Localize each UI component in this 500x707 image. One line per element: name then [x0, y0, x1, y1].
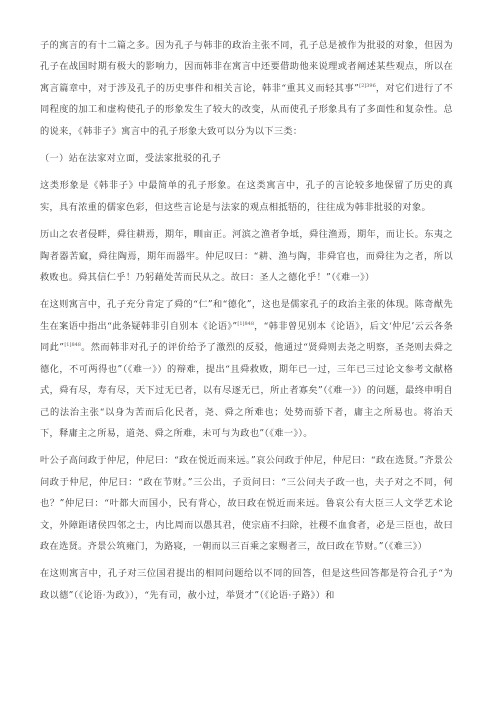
citation-superscript: [1]848 [64, 342, 81, 349]
paragraph-text: ，对它们进行了不同程度的加工和虚构使孔子的形象发生了较大的改变，从而使孔子形象具有了多面性和复杂性。总的说来，《韩非子》寓言中的孔子形象大致可以分为以下三类： [40, 82, 453, 137]
body-paragraph [40, 35, 453, 142]
citation-superscript: [1]848 [237, 320, 255, 327]
paragraph-text: （一）站在法家对立面，受法家批驳的孔子 [40, 153, 222, 165]
paragraph-text: 在这则寓言中，孔子对三位国君提出的相同问题给以不同的回答，但是这些回答都是符合孔子“为政以德”（《论语·为政》），“先有司，赦小过，举贤才”（《论语·子路》）和 [40, 568, 453, 601]
body-paragraph [40, 450, 453, 557]
paragraph-text: 子的寓言的有十二篇之多。因为孔子与韩非的政治主张不同，孔子总是被作为批驳的对象，但因为孔子在战国时期有极大的影响力，因而韩非在寓言中还要借助他来说理或者阐述某些观点，所以在寓言篇章中，对于涉及孔子的历史事件和相关言论，韩非“重其义而轻其事” [40, 40, 453, 94]
body-paragraph [40, 224, 453, 288]
paragraph-text: 历山之农者侵畔，舜往耕焉，期年，甽亩正。河滨之渔者争坻，舜往渔焉，期年，而让长。东夷之陶者器苦窳，舜往陶焉，期年而器牢。仲尼叹曰：“耕、渔与陶，非舜官也，而舜往为之者，所以救败也。舜其信仁乎！乃躬藉处苦而民从之。故曰：圣人之德化乎！”（《难一》） [40, 229, 453, 284]
citation-superscript: [2]396 [359, 82, 376, 89]
paragraph-text: 这类形象是《韩非子》中最简单的孔子形象。在这类寓言中，孔子的言论较多地保留了历史的真实，具有浓重的儒家色彩，但这些言论是与法家的观点相抵牾的，往往成为韩非批驳的对象。 [40, 180, 453, 213]
paragraph-text: 叶公子高问政于仲尼，仲尼曰：“政在悦近而来远。”哀公问政于仲尼，仲尼曰：“政在选贤。”齐景公问政于仲尼，仲尼曰：“政在节财。”三公出，子贡问曰：“三公问夫子政一也，夫子对之不同，何也？”仲尼曰：“叶都大而国小，民有背心，故曰政在悦近而来远。鲁哀公有大臣三人文学艺术论文，外障距诸侯四邻之士，内比周而以愚其君，使宗庙不扫除，社稷不血食者，必是三臣也，故曰政在选贤。齐景公筑雍门，为路寝，一朝而以三百乘之家赐者三，故曰政在节财。”（《难三》） [40, 455, 453, 552]
body-paragraph [40, 563, 453, 606]
body-paragraph [40, 294, 453, 444]
section-heading [40, 148, 453, 169]
paragraph-text: 。然而韩非对孔子的评价给予了激烈的反驳，他通过“贤舜则去尧之明察，圣尧则去舜之德化，不可两得也”（《难一》）的辩难，提出“且舜救败，期年已一过，三年已三过论文参考文献格式，舜有尽，寿有尽，天下过无已者，以有尽逐无已，所止者寡矣”（《难一》）的问题，最终申明自己的法治主张“以身为苦而后化民者，尧、舜之所难也；处势而骄下者，庸主之所易也。将治天下，释庸主之所易，道尧、舜之所难，未可与为政也”（《难一》）。 [40, 342, 453, 439]
paragraph-text: 在这则寓言中，孔子充分肯定了舜的“仁”和“德化”，这也是儒家孔子的政治主张的体现。陈奇猷先生在案语中指出“此条疑韩非引自别本《论语》” [40, 299, 453, 332]
body-paragraph [40, 175, 453, 218]
paragraph-text: ，“韩非曾见别本《论语》，后文‘仲尼’云云各条同此” [40, 320, 453, 354]
document-body [40, 35, 453, 606]
